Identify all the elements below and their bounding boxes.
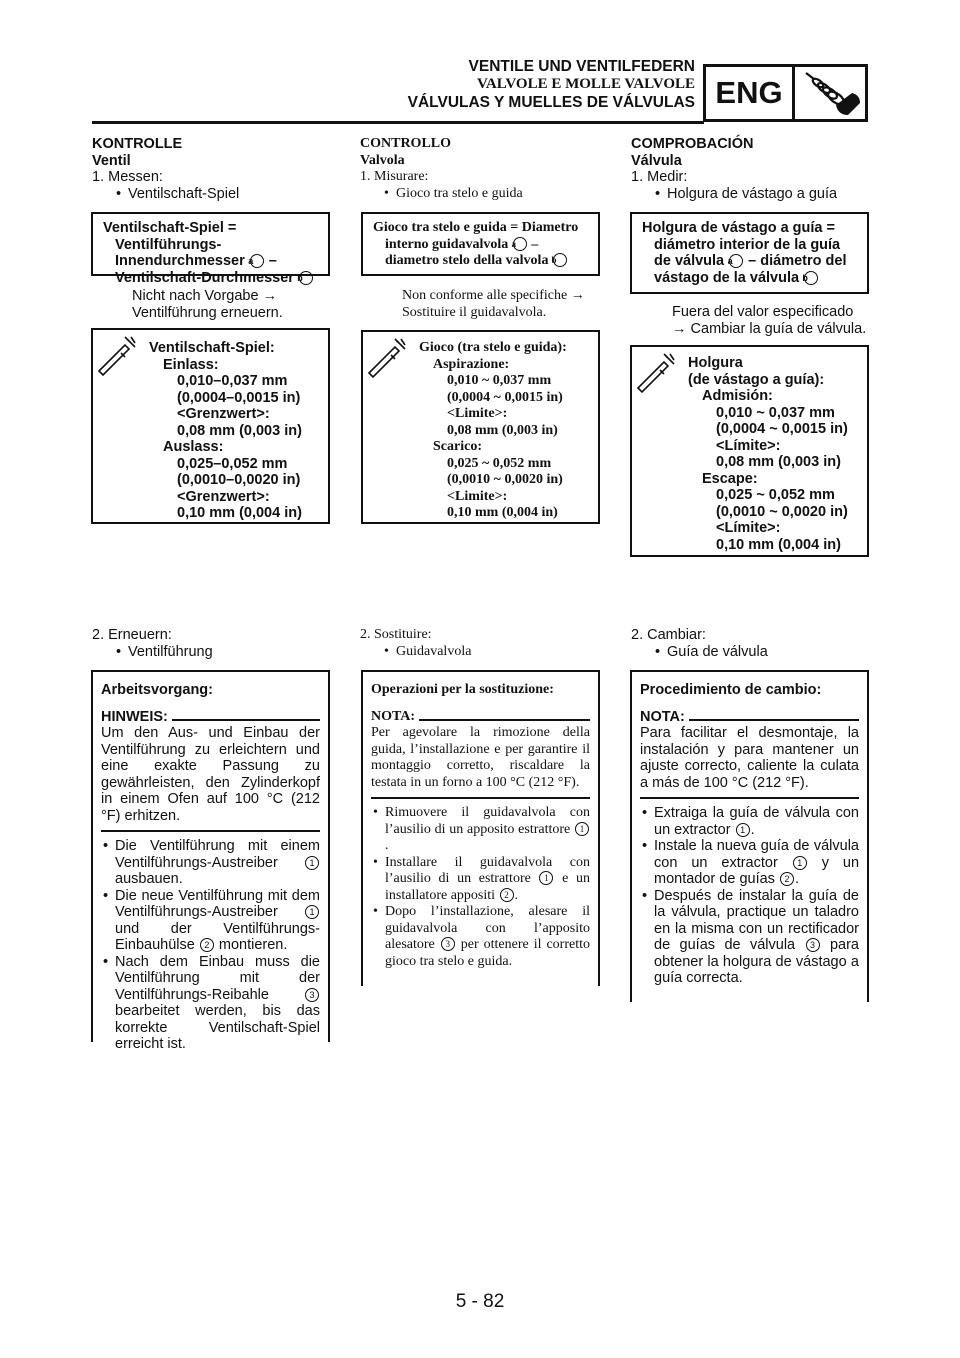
marker-3: 3 (806, 938, 820, 952)
spec-line: Escape: (702, 470, 758, 487)
subsection-heading: Valvola (360, 152, 405, 168)
subsection-heading: Válvula (631, 152, 682, 169)
formula-mid: – diámetro del vástago de la válvula (654, 253, 847, 286)
wrench-spec-icon (634, 350, 680, 396)
eng-label: ENG (715, 75, 783, 110)
spec-line: 0,010 ~ 0,037 mm (447, 373, 552, 388)
procedure-bullet: • Die Ventilführung mit einem Ventilführungs-Austreiber 1 ausbauen. (101, 838, 320, 888)
formula-box (361, 212, 600, 276)
spec-line: 0,10 mm (0,004 in) (447, 505, 558, 520)
spec-line: 0,025 ~ 0,052 mm (716, 487, 835, 503)
step-2-item: • Guidavalvola (382, 644, 600, 661)
spec-line: <Límite>: (716, 437, 781, 454)
note-divider (640, 797, 859, 799)
procedure-bullet: • Installare il guidavalvola con l’ausilio di un estrattore 1 e un installatore appositi 2 . (371, 855, 590, 905)
spec-line: 0,10 mm (0,004 in) (177, 505, 302, 521)
header-title-it: VALVOLE E MOLLE VALVOLE (477, 76, 695, 92)
procedure-bullet: • Nach dem Einbau muss die Ventilführung mit der Ventilführungs-Reibahle 3 bearbeitet werden, bis das korrekte Ventilschaft-Spiel erreicht ist. (101, 954, 320, 1053)
spec-line: (0,0010 ~ 0,0020 in) (716, 503, 848, 520)
spec-line: Gioco (tra stelo e guida): (419, 340, 567, 355)
spec-line: Auslass: (163, 439, 224, 455)
spec-line: <Grenzwert>: (177, 406, 270, 422)
formula-box (630, 212, 869, 294)
marker-1: 1 (793, 856, 807, 870)
marker-a: a (513, 237, 527, 251)
section-heading: CONTROLLO (360, 136, 452, 151)
step-2-item: • Guía de válvula (653, 644, 871, 661)
marker-b: b (804, 271, 818, 285)
formula-text: Gioco tra stelo e guida = Diametro interno guidavalvola (373, 220, 579, 252)
spec-line: Aspirazione: (433, 356, 510, 372)
spec-line: <Grenzwert>: (177, 488, 270, 505)
spec-line: <Limite>: (447, 406, 508, 421)
procedure-title: Operazioni per la sostituzione: (371, 682, 554, 697)
step-1: 1. Medir: (631, 169, 688, 185)
procedure-bullet: • Dopo l’installazione, alesare il guidavalvola con l’apposito alesatore 3 per ottenere il corretto gioco tra stelo e guida. (371, 904, 590, 970)
step-2-es (631, 627, 871, 660)
spec-box (361, 330, 600, 524)
note-label: HINWEIS: (101, 708, 168, 725)
note-text: Para facilitar el desmontaje, la instalación y para mantener un ajuste correcto, caliente la culata a más de 100 °C (212 °F). (640, 725, 859, 791)
formula-box (91, 212, 330, 286)
procedure-bullet: • Die neue Ventilführung mit dem Ventilführungs-Austreiber 1 und der Ventilführungs-Einbauhülse 2 montieren. (101, 888, 320, 954)
column-es (631, 136, 871, 202)
procedure-title: Arbeitsvorgang: (101, 682, 213, 698)
wrench-spec-icon (365, 335, 411, 381)
step-2-item: • Ventilführung (114, 644, 332, 661)
marker-b: b (553, 253, 567, 267)
procedure-box (91, 670, 330, 1052)
step-1-item: • Holgura de vástago a guía (653, 186, 871, 203)
note-text: Um den Aus- und Einbau der Ventilführung zu erleichtern und eine exakte Passung zu gewährleisten, den Zylinderkopf in einem Ofen auf 100 °C (212 °F) erhitzen. (101, 725, 320, 824)
marker-1: 1 (539, 871, 553, 885)
step-2: 2. Sostituire: (360, 627, 432, 642)
spec-line: 0,025–0,052 mm (177, 455, 288, 472)
page-number: 5 - 82 (455, 1291, 505, 1312)
valve-spring-icon (798, 69, 864, 117)
header-title-de: VENTILE UND VENTILFEDERN (468, 58, 695, 75)
step-2: 2. Erneuern: (92, 627, 172, 643)
badge-divider (792, 67, 795, 119)
spec-line: (0,0010 ~ 0,0020 in) (447, 472, 563, 487)
spec-line: Admisión: (702, 388, 773, 404)
spec-line: Einlass: (163, 356, 219, 373)
marker-a: a (250, 254, 264, 268)
out-of-spec: Fuera del valor especificado → Cambiar la guía de válvula. (672, 304, 867, 337)
spec-line: (0,0004 ~ 0,0015 in) (716, 421, 848, 437)
procedure-bullet: • Después de instalar la guía de la válvula, practique un taladro en la misma con un rectificador de guías de válvula 3 para obtener la holgura de vástago a guía correcta. (640, 888, 859, 987)
step-2: 2. Cambiar: (631, 627, 706, 643)
marker-1: 1 (305, 856, 319, 870)
marker-1: 1 (575, 822, 589, 836)
formula-mid: – Ventilschaft-Durchmesser (115, 253, 294, 286)
spec-line: 0,08 mm (0,003 in) (177, 422, 302, 439)
note-divider (371, 797, 590, 799)
marker-b: b (299, 271, 313, 285)
spec-line: (0,0010–0,0020 in) (177, 472, 301, 488)
spec-line: Scarico: (433, 439, 482, 454)
header-rule (92, 121, 704, 124)
spec-box (91, 328, 330, 524)
spec-line: (0,0004 ~ 0,0015 in) (447, 389, 563, 405)
marker-2: 2 (200, 938, 214, 952)
subsection-heading: Ventil (92, 152, 131, 169)
formula-text: Ventilschaft-Spiel = Ventilführungs-Innendurchmesser (103, 220, 245, 269)
wrench-spec-icon (95, 333, 141, 379)
spec-line: (de vástago a guía): (688, 371, 825, 388)
spec-line: Holgura (688, 355, 743, 371)
spec-line: 0,010–0,037 mm (177, 373, 288, 389)
spec-line: 0,025 ~ 0,052 mm (447, 455, 552, 471)
marker-1: 1 (736, 823, 750, 837)
section-heading: KONTROLLE (92, 136, 183, 152)
spec-line: Ventilschaft-Spiel: (149, 340, 275, 356)
note-label: NOTA: (640, 708, 685, 725)
step-1-item: • Gioco tra stelo e guida (382, 186, 600, 203)
spec-box (630, 345, 869, 557)
step-1: 1. Misurare: (360, 169, 429, 184)
spec-line: 0,08 mm (0,003 in) (447, 422, 558, 438)
marker-2: 2 (500, 888, 514, 902)
spec-line: 0,10 mm (0,004 in) (716, 536, 841, 553)
spec-line: <Limite>: (447, 488, 508, 504)
procedure-title: Procedimiento de cambio: (640, 682, 822, 698)
spec-line: <Límite>: (716, 520, 781, 536)
marker-a: a (729, 254, 743, 268)
marker-3: 3 (441, 937, 455, 951)
formula-mid: – diametro stelo della valvola (385, 236, 549, 268)
spec-line: 0,08 mm (0,003 in) (716, 454, 841, 470)
note-text: Per agevolare la rimozione della guida, l’installazione e per garantire il montaggio corretto, riscaldare la testata in un forno a 100 °C (212 °F). (371, 725, 590, 790)
spec-line: 0,010 ~ 0,037 mm (716, 404, 835, 421)
section-heading: COMPROBACIÓN (631, 136, 754, 152)
procedure-bullet: • Instale la nueva guía de válvula con un extractor 1 y un montador de guías 2 . (640, 838, 859, 888)
step-1: 1. Messen: (92, 169, 163, 185)
marker-3: 3 (305, 988, 319, 1002)
header-title-es: VÁLVULAS Y MUELLES DE VÁLVULAS (407, 94, 695, 111)
column-de (92, 136, 332, 202)
out-of-spec: Non conforme alle specifiche → Sostituire il guidavalvola. (402, 288, 585, 320)
column-it (360, 136, 600, 202)
formula-text: Holgura de vástago a guía = diámetro interior de la guía de válvula (642, 220, 841, 269)
procedure-bullet: • Rimuovere il guidavalvola con l’ausilio di un apposito estrattore 1. (371, 805, 590, 855)
eng-badge (703, 64, 868, 122)
spec-line: (0,0004–0,0015 in) (177, 389, 301, 406)
procedure-bullet: • Extraiga la guía de válvula con un extractor 1 . (640, 805, 859, 838)
step-1-item: • Ventilschaft-Spiel (114, 186, 332, 203)
procedure-box (630, 670, 869, 1002)
marker-1: 1 (305, 905, 319, 919)
note-label: NOTA: (371, 708, 416, 724)
out-of-spec: Nicht nach Vorgabe → Ventilführung erneuern. (132, 288, 283, 321)
procedure-box (361, 670, 600, 986)
step-2-de (92, 627, 332, 660)
step-2-it (360, 627, 600, 660)
marker-2: 2 (780, 872, 794, 886)
note-divider (101, 830, 320, 832)
